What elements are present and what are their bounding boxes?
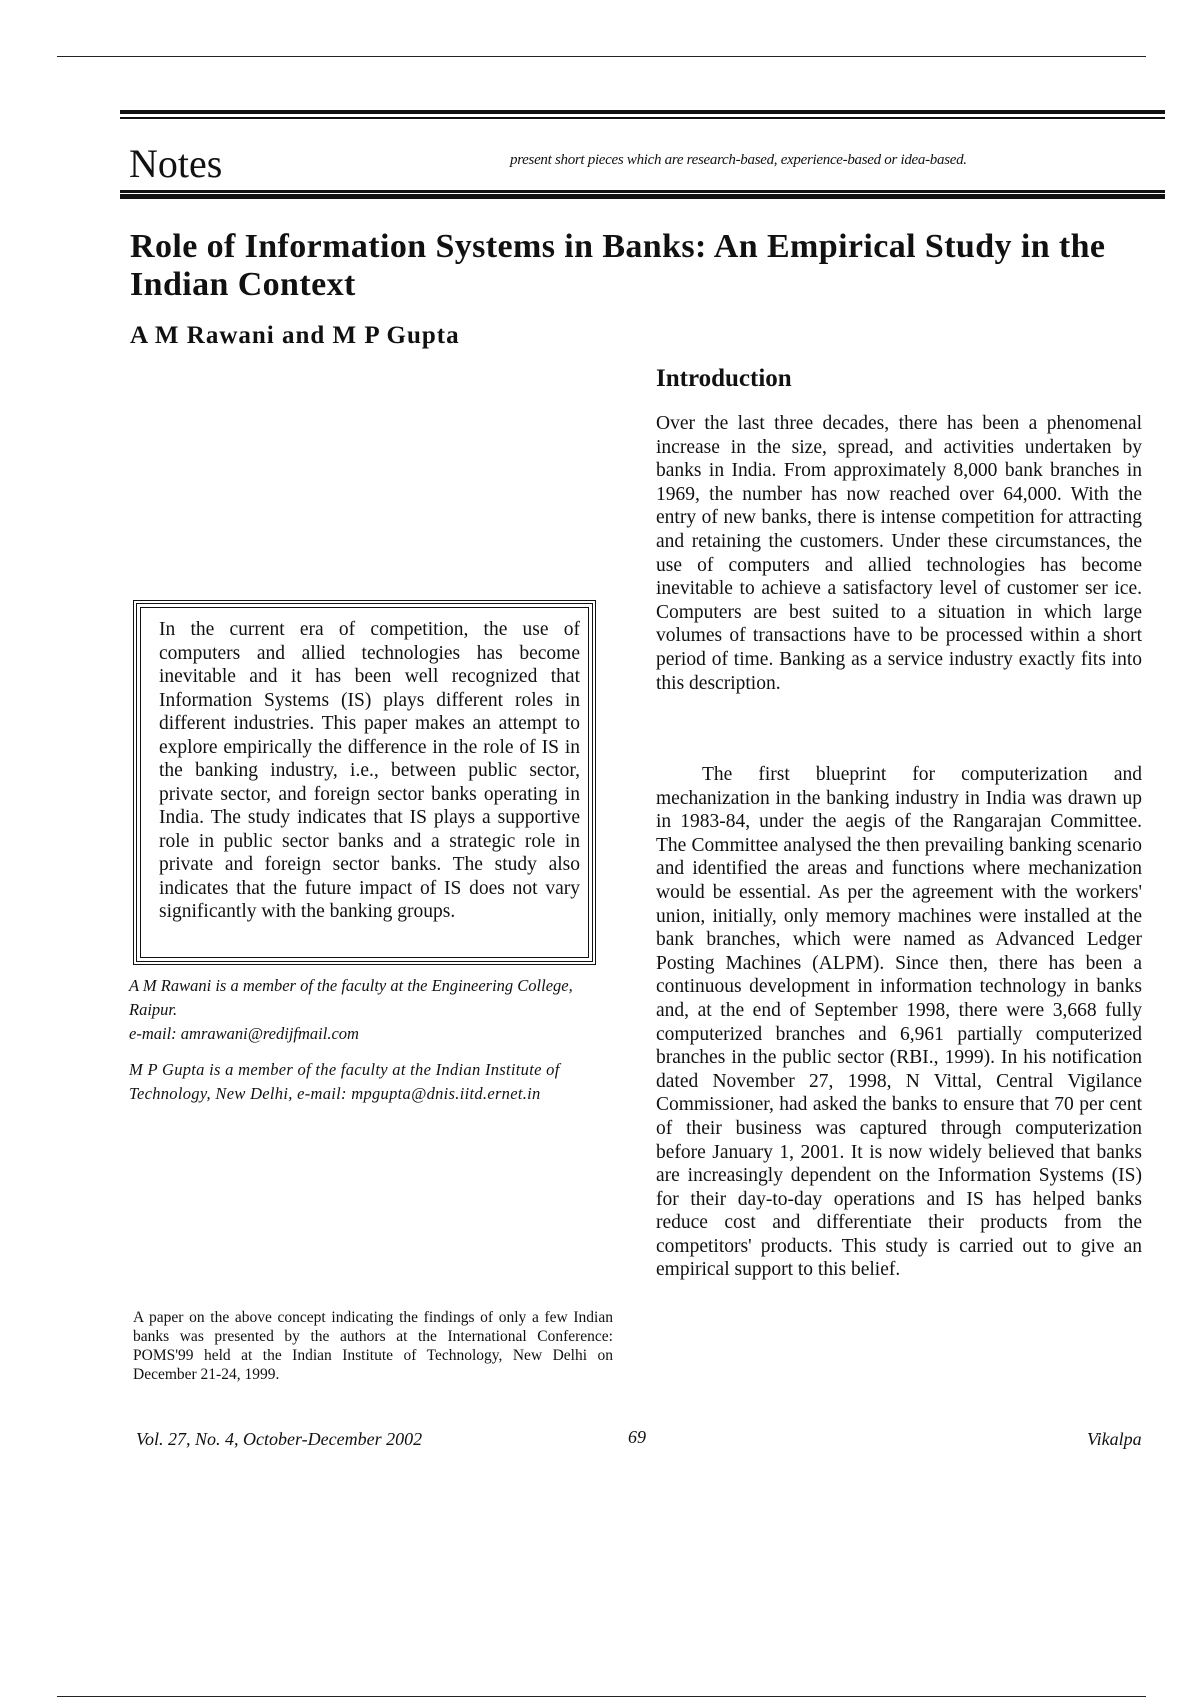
header-rule-bottom	[120, 190, 1165, 199]
top-rule	[57, 56, 1146, 57]
footer-journal: Vikalpa	[1087, 1429, 1142, 1449]
introduction-heading: Introduction	[656, 365, 792, 392]
header-rule-top	[120, 110, 1165, 119]
affiliation-gupta: M P Gupta is a member of the faculty at the Indian Institute of Technology, New Delhi, e-mail: mpgupta@dnis.iitd.ernet.in	[129, 1060, 560, 1103]
article-title: Role of Information Systems in Banks: An Empirical Study in the Indian Context	[130, 228, 1106, 303]
footer-volume: Vol. 27, No. 4, October-December 2002	[136, 1429, 423, 1449]
abstract-box	[133, 600, 596, 965]
article-authors: A M Rawani and M P Gupta	[130, 322, 460, 349]
conference-footnote: A paper on the above concept indicating the findings of only a few Indian banks was presented by the authors at the International Conference: POMS'99 held at the Indian Institute of Technology, New Delhi on December 21-24, 1999.	[133, 1309, 613, 1383]
affiliation-rawani: A M Rawani is a member of the faculty at the Engineering College, Raipur.	[129, 976, 573, 1019]
intro-paragraph-1: Over the last three decades, there has been a phenomenal increase in the size, spread, and activities undertaken by banks in India. From approximately 8,000 bank branches in 1969, the number has now reached over 64,000. With the entry of new banks, there is intense competition for attracting and retaining the customers. Under these circumstances, the use of computers and allied technologies has become inevitable to achieve a satisfactory level of customer ser ice. Computers are best suited to a situation in which large volumes of transactions have to be processed within a short period of time. Banking as a service industry exactly fits into this description.	[656, 413, 1142, 694]
section-name: Notes	[129, 141, 223, 186]
bottom-rule	[57, 1696, 1146, 1697]
footer-page-number: 69	[628, 1427, 646, 1447]
email-rawani: e-mail: amrawani@redijfmail.com	[129, 1024, 359, 1043]
section-description: present short pieces which are research-based, experience-based or idea-based.	[510, 152, 967, 168]
intro-paragraph-2: The first blueprint for computerization and mechanization in the banking industry in India was drawn up in 1983-84, under the aegis of the Rangarajan Committee. The Committee analysed the then prevailing banking scenario and identified the areas and functions where mechanization would be essential. As per the agreement with the workers' union, initially, only memory machines were installed at the bank branches, which were named as Advanced Ledger Posting Machines (ALPM). Since then, there has been a continuous development in information technology in banks and, at the end of September 1998, there were 3,668 fully computerized branches and 6,961 partially computerized branches in the public sector (RBI., 1999). In his notification dated November 27, 1998, N Vittal, Central Vigilance Commissioner, had asked the banks to ensure that 70 per cent of their business was captured through computerization before January 1, 2001. It is now widely believed that banks are increasingly dependent on the Information Systems (IS) for their day-to-day operations and IS has helped banks reduce cost and differentiate their products from the competitors' products. This study is carried out to give an empirical support to this belief.	[656, 764, 1142, 1281]
abstract-text: In the current era of competition, the use of computers and allied technologies has become inevitable and it has been well recognized that Information Systems (IS) plays different roles in different industries. This paper makes an attempt to explore empirically the difference in the role of IS in the banking industry, i.e., between public sector, private sector, and foreign sector banks operating in India. The study indicates that IS plays a supportive role in public sector banks and a strategic role in private and foreign sector banks. The study also indicates that the future impact of IS does not vary significantly with the banking groups.	[159, 619, 580, 922]
